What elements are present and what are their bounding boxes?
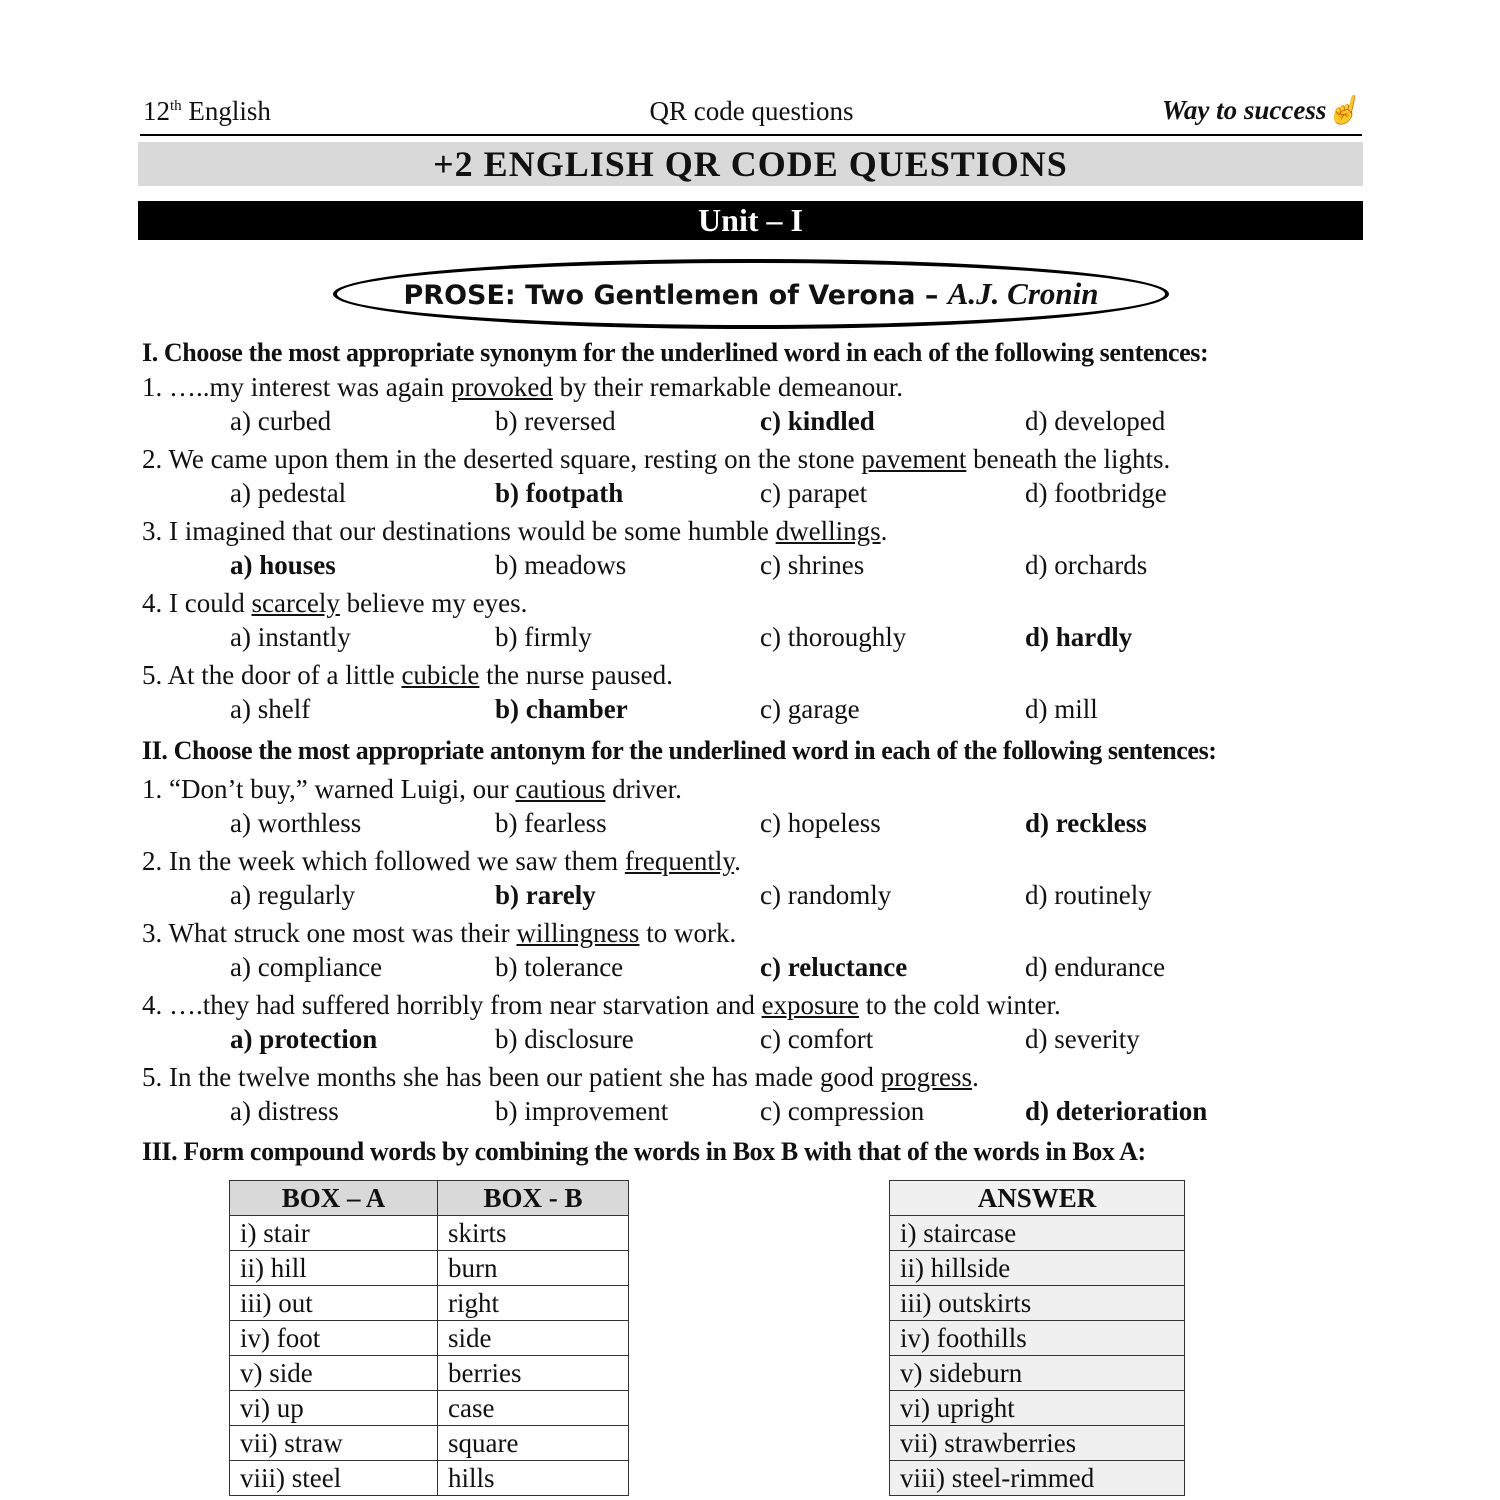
- thumbs-up-icon: ☝: [1326, 95, 1360, 125]
- box-b-cell: square: [438, 1426, 629, 1461]
- correct-option: b) chamber: [495, 694, 628, 724]
- question: [142, 988, 1362, 1022]
- page-title: +2 ENGLISH QR CODE QUESTIONS: [138, 142, 1363, 186]
- box-a-cell: iii) out: [230, 1286, 438, 1321]
- table-row: [890, 1321, 1185, 1356]
- box-a-cell: v) side: [230, 1356, 438, 1391]
- option: a) shelf: [230, 694, 311, 724]
- box-a-cell: iv) foot: [230, 1321, 438, 1356]
- table-row: [890, 1461, 1185, 1496]
- box-a-cell: i) stair: [230, 1216, 438, 1251]
- box-a-cell: vi) up: [230, 1391, 438, 1426]
- answer-cell: iii) outskirts: [890, 1286, 1185, 1321]
- brand-text: Way to success: [1161, 95, 1327, 125]
- question: [142, 916, 1362, 950]
- question: [142, 586, 1362, 620]
- answer-cell: ii) hillside: [890, 1251, 1185, 1286]
- section-heading: I. Choose the most appropriate synonym for the underlined word in each of the following sentences:: [142, 338, 1209, 367]
- question-text: to the cold winter.: [859, 990, 1061, 1020]
- option: b) disclosure: [495, 1024, 634, 1054]
- question-text: 1. …..my interest was again: [142, 372, 451, 402]
- question-text: 4. I could: [142, 588, 252, 618]
- options: [142, 548, 1362, 586]
- option: c) compression: [760, 1096, 925, 1126]
- subject: English: [188, 96, 271, 126]
- option: b) firmly: [495, 622, 592, 652]
- options: [142, 950, 1362, 988]
- table-row: [230, 1251, 629, 1286]
- table-row: [890, 1216, 1185, 1251]
- option: a) worthless: [230, 808, 362, 838]
- underlined-word: cautious: [515, 774, 606, 804]
- answer-cell: vi) upright: [890, 1391, 1185, 1426]
- underlined-word: progress: [880, 1062, 973, 1092]
- table-row: [890, 1391, 1185, 1426]
- option: d) orchards: [1025, 550, 1148, 580]
- correct-option: d) reckless: [1025, 808, 1147, 838]
- option: c) hopeless: [760, 808, 881, 838]
- option: b) improvement: [495, 1096, 669, 1126]
- option: c) shrines: [760, 550, 865, 580]
- box-a-cell: ii) hill: [230, 1251, 438, 1286]
- question-text: 3. What struck one most was their: [142, 918, 517, 948]
- table-row: [230, 1426, 629, 1461]
- underlined-word: frequently: [624, 846, 735, 876]
- correct-option: a) houses: [230, 550, 336, 580]
- table-row: [230, 1216, 629, 1251]
- question: [142, 370, 1362, 404]
- box-a-cell: vii) straw: [230, 1426, 438, 1461]
- option: d) footbridge: [1025, 478, 1167, 508]
- option: c) garage: [760, 694, 860, 724]
- answer-table: [889, 1180, 1185, 1496]
- option: a) instantly: [230, 622, 351, 652]
- underlined-word: cubicle: [401, 660, 480, 690]
- section-heading: II. Choose the most appropriate antonym for the underlined word in each of the following sentences:: [142, 736, 1217, 765]
- option: a) distress: [230, 1096, 339, 1126]
- underlined-word: dwellings: [775, 516, 881, 546]
- option: d) severity: [1025, 1024, 1140, 1054]
- underlined-word: willingness: [516, 918, 640, 948]
- question: [142, 772, 1362, 806]
- question: [142, 844, 1362, 878]
- correct-option: a) protection: [230, 1024, 378, 1054]
- table-row: [890, 1286, 1185, 1321]
- question-text: believe my eyes.: [339, 588, 528, 618]
- box-a-b-table: [229, 1180, 629, 1496]
- table-row: [890, 1251, 1185, 1286]
- section-heading: III. Form compound words by combining the words in Box B with that of the words in Box A:: [142, 1137, 1146, 1166]
- options: [142, 692, 1362, 730]
- question-text: 4. ….they had suffered horribly from near starvation and: [142, 990, 762, 1020]
- option: b) fearless: [495, 808, 607, 838]
- header-center: QR code questions: [649, 96, 854, 126]
- options: [142, 806, 1362, 844]
- option: a) regularly: [230, 880, 356, 910]
- table-row: [230, 1391, 629, 1426]
- option: b) meadows: [495, 550, 627, 580]
- underlined-word: scarcely: [251, 588, 340, 618]
- box-b-cell: right: [438, 1286, 629, 1321]
- option: c) comfort: [760, 1024, 874, 1054]
- question: [142, 442, 1362, 476]
- option: c) parapet: [760, 478, 868, 508]
- option: a) pedestal: [230, 478, 347, 508]
- options: [142, 620, 1362, 658]
- grade: 12: [143, 96, 170, 126]
- correct-option: c) reluctance: [760, 952, 908, 982]
- answer-cell: iv) foothills: [890, 1321, 1185, 1356]
- correct-option: c) kindled: [760, 406, 875, 436]
- question-text: .: [734, 846, 741, 876]
- question-text: by their remarkable demeanour.: [552, 372, 904, 402]
- correct-option: d) hardly: [1025, 622, 1133, 652]
- box-b-cell: hills: [438, 1461, 629, 1496]
- answer-cell: vii) strawberries: [890, 1426, 1185, 1461]
- header-brand: [1162, 94, 1360, 126]
- question-text: 3. I imagined that our destinations would be some humble: [142, 516, 776, 546]
- table-row: [230, 1286, 629, 1321]
- table-row: [230, 1461, 629, 1496]
- question-text: beneath the lights.: [966, 444, 1171, 474]
- underlined-word: provoked: [450, 372, 553, 402]
- option: b) tolerance: [495, 952, 624, 982]
- unit-banner: Unit – I: [138, 201, 1363, 240]
- option: c) randomly: [760, 880, 892, 910]
- box-a-header: BOX – A: [230, 1181, 438, 1216]
- question-text: driver.: [605, 774, 682, 804]
- question-text: 5. At the door of a little: [142, 660, 402, 690]
- correct-option: b) footpath: [495, 478, 624, 508]
- options: [142, 476, 1362, 514]
- answer-cell: v) sideburn: [890, 1356, 1185, 1391]
- box-b-cell: berries: [438, 1356, 629, 1391]
- question-text: 2. We came upon them in the deserted square, resting on the stone: [142, 444, 862, 474]
- question-text: the nurse paused.: [479, 660, 673, 690]
- option: d) mill: [1025, 694, 1098, 724]
- option: c) thoroughly: [760, 622, 907, 652]
- lesson-title: [333, 259, 1169, 329]
- question: [142, 658, 1362, 692]
- lesson-author: A.J. Cronin: [947, 276, 1099, 311]
- box-b-cell: burn: [438, 1251, 629, 1286]
- option: d) developed: [1025, 406, 1166, 436]
- box-b-header: BOX - B: [438, 1181, 629, 1216]
- question-text: 5. In the twelve months she has been our patient she has made good: [142, 1062, 881, 1092]
- answer-header: ANSWER: [890, 1181, 1185, 1216]
- questions-body: [142, 336, 1362, 1172]
- option: a) compliance: [230, 952, 383, 982]
- option: b) reversed: [495, 406, 616, 436]
- underlined-word: pavement: [861, 444, 967, 474]
- option: d) routinely: [1025, 880, 1152, 910]
- option: a) curbed: [230, 406, 332, 436]
- box-b-cell: side: [438, 1321, 629, 1356]
- question-text: .: [972, 1062, 979, 1092]
- correct-option: b) rarely: [495, 880, 596, 910]
- question-text: .: [880, 516, 888, 546]
- table-row: [230, 1356, 629, 1391]
- question-text: to work.: [639, 918, 737, 948]
- question: [142, 1060, 1362, 1094]
- grade-suffix: th: [170, 98, 182, 114]
- page-header: [143, 92, 1360, 134]
- options: [142, 1094, 1362, 1132]
- correct-option: d) deterioration: [1025, 1096, 1208, 1126]
- table-row: [230, 1321, 629, 1356]
- underlined-word: exposure: [761, 990, 860, 1020]
- table-row: [890, 1426, 1185, 1461]
- option: d) endurance: [1025, 952, 1166, 982]
- box-b-cell: skirts: [438, 1216, 629, 1251]
- answer-cell: viii) steel-rimmed: [890, 1461, 1185, 1496]
- options: [142, 878, 1362, 916]
- header-divider: [140, 134, 1362, 136]
- question-text: 2. In the week which followed we saw them: [142, 846, 625, 876]
- table-row: [890, 1356, 1185, 1391]
- lesson-label: PROSE: Two Gentlemen of Verona –: [403, 280, 939, 311]
- box-b-cell: case: [438, 1391, 629, 1426]
- answer-cell: i) staircase: [890, 1216, 1185, 1251]
- box-a-cell: viii) steel: [230, 1461, 438, 1496]
- options: [142, 1022, 1362, 1060]
- question-text: 1. “Don’t buy,” warned Luigi, our: [142, 774, 516, 804]
- options: [142, 404, 1362, 442]
- question: [142, 514, 1362, 548]
